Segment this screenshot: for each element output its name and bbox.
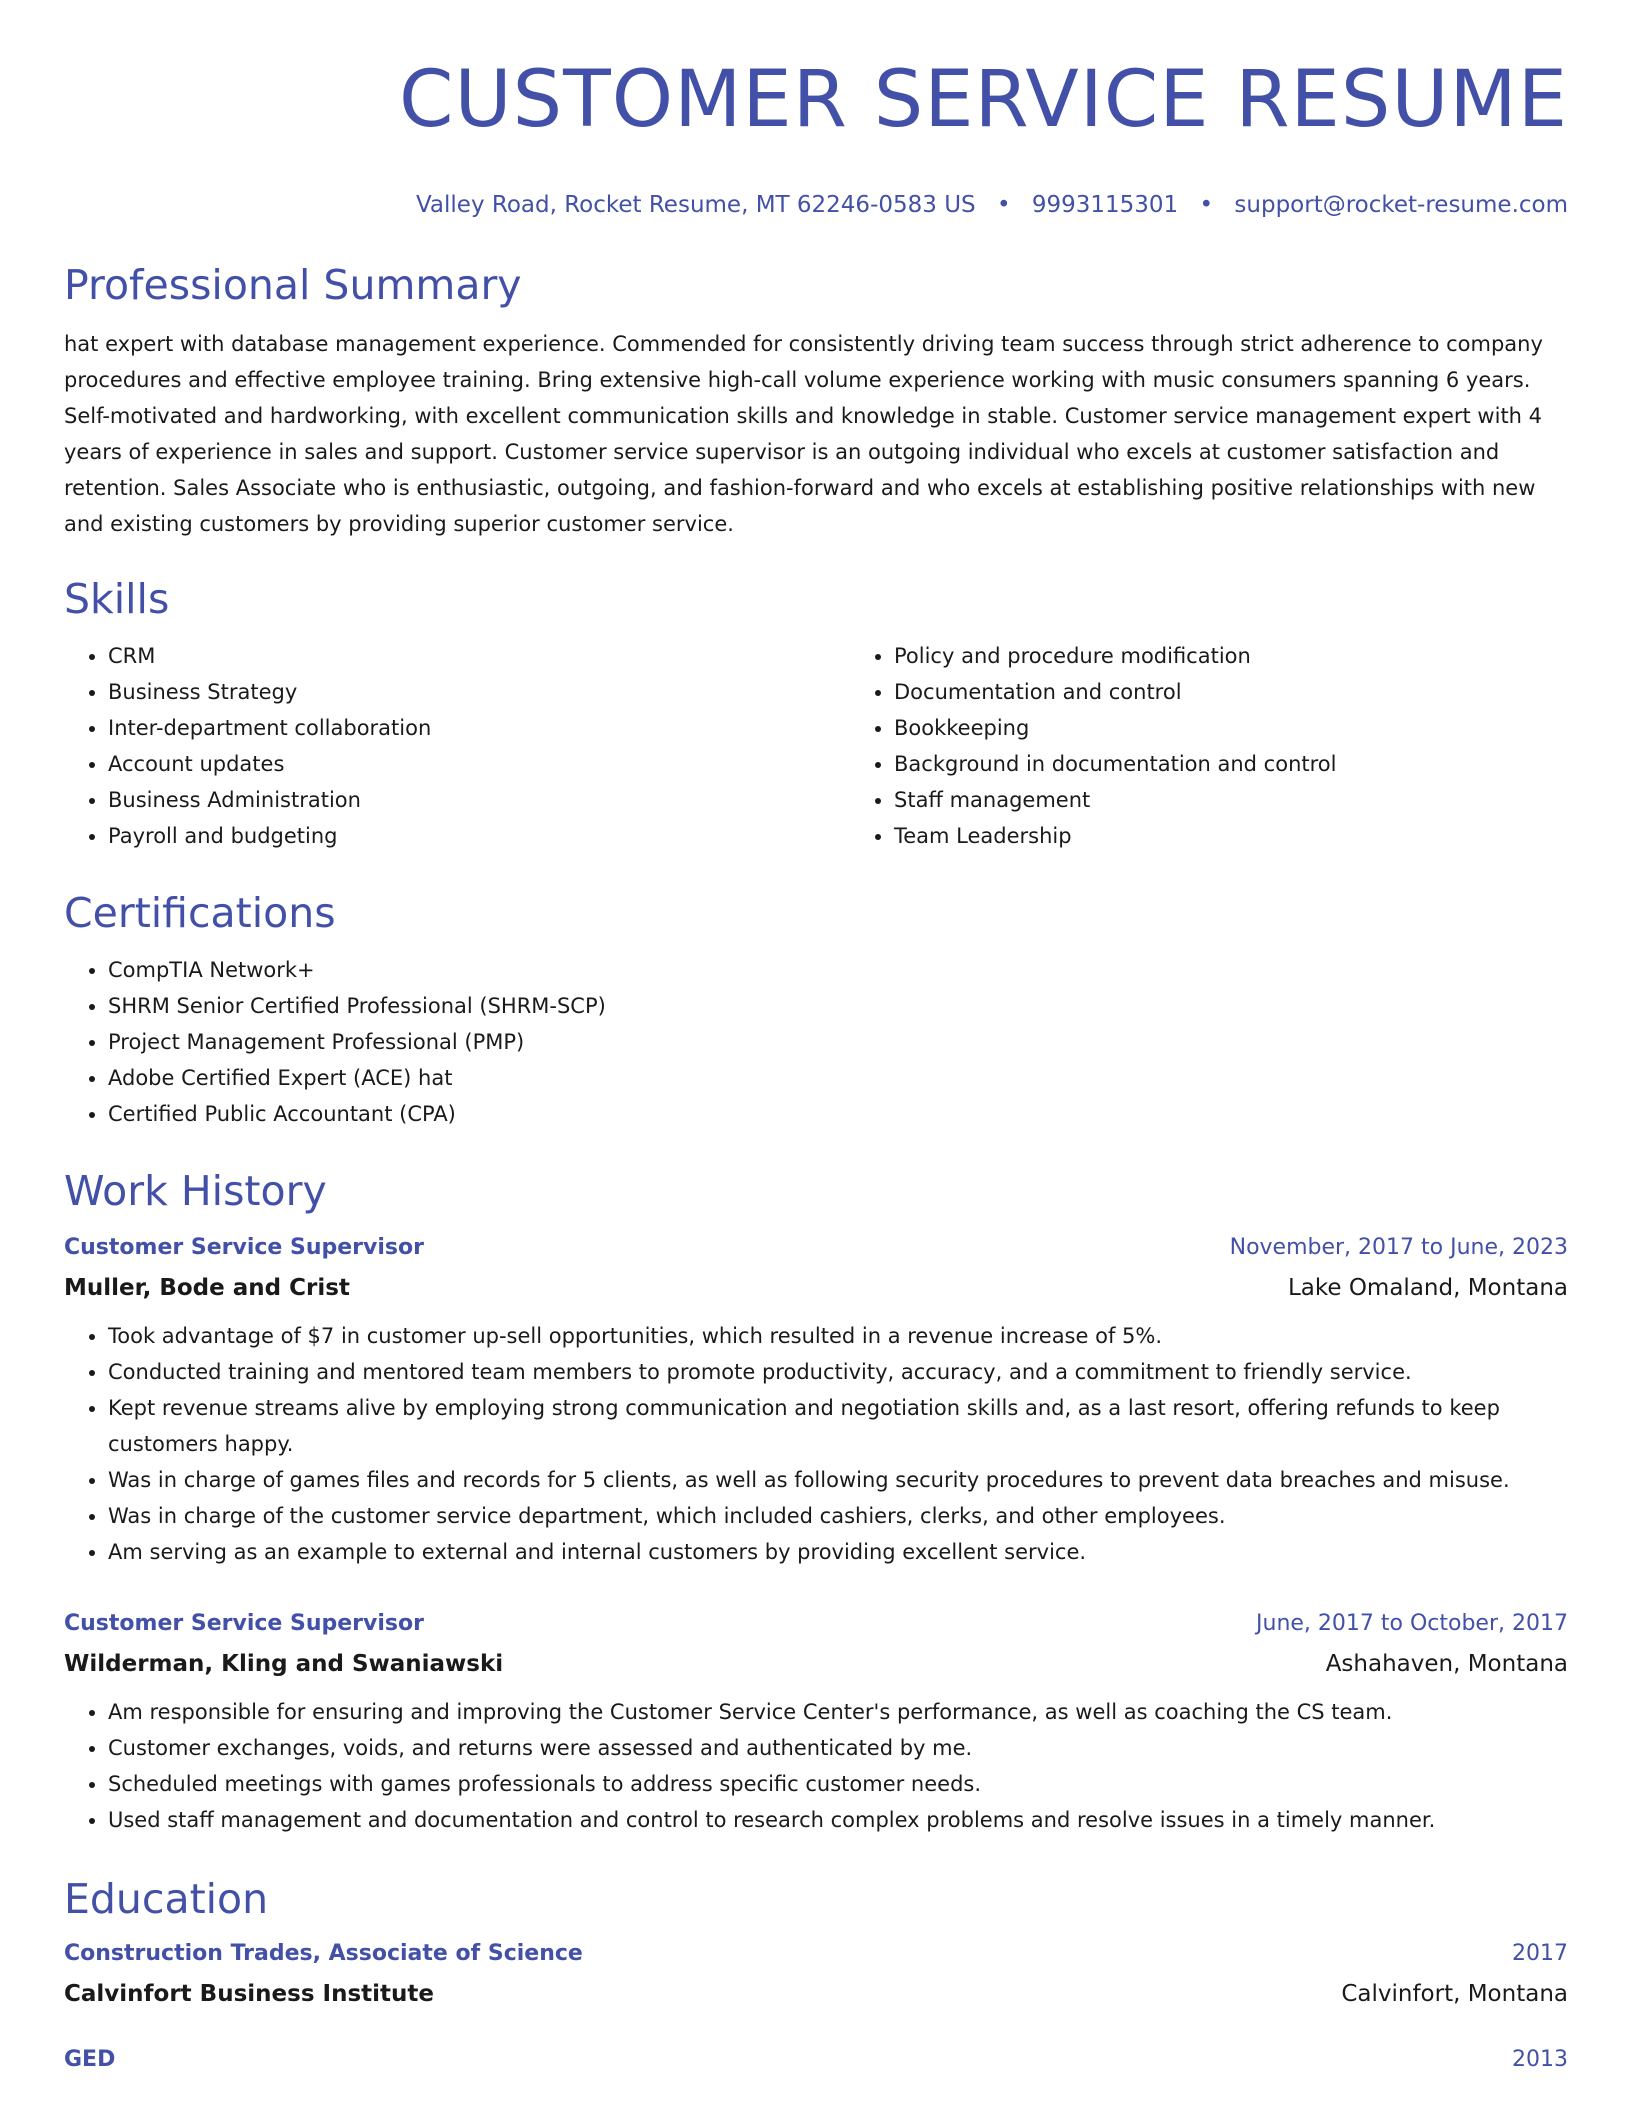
certifications-section <box>64 888 1568 1132</box>
resume-title: CUSTOMER SERVICE RESUME <box>399 55 1568 145</box>
summary-section <box>64 260 1568 542</box>
skills-section <box>64 574 1568 854</box>
job-bullets <box>64 1694 1568 1838</box>
skill-item: • Staff management <box>894 782 1632 818</box>
job-title-row <box>64 1228 1568 1268</box>
education-degree-row <box>64 2040 1568 2080</box>
job-dates: November, 2017 to June, 2023 <box>1229 1235 1568 1260</box>
contact-separator: • <box>996 192 1011 218</box>
job-entry <box>64 1228 1568 1570</box>
skill-item: • Documentation and control <box>894 674 1632 710</box>
job-title: Customer Service Supervisor <box>64 1235 424 1260</box>
job-location: Lake Omaland, Montana <box>1287 1275 1568 1301</box>
certifications-list <box>64 952 1568 1132</box>
job-company-row <box>64 1644 1568 1684</box>
certification-item: • SHRM Senior Certified Professional (SHRM-SCP) <box>108 988 1568 1024</box>
job-bullet: • Was in charge of the customer service department, which included cashiers, clerks, and other employees. <box>108 1498 1568 1534</box>
education-year: 2017 <box>1512 1941 1568 1966</box>
skills-heading: Skills <box>64 575 170 623</box>
skill-item: • Business Strategy <box>108 674 850 710</box>
summary-heading: Professional Summary <box>64 261 522 309</box>
skill-item: • Business Administration <box>108 782 850 818</box>
job-bullet: • Kept revenue streams alive by employing strong communication and negotiation skills and, as a last resort, offering refunds to keep customers happy. <box>108 1390 1568 1462</box>
education-heading: Education <box>64 1875 269 1923</box>
job-company: Muller, Bode and Crist <box>64 1275 350 1301</box>
certification-item: • Certified Public Accountant (CPA) <box>108 1096 1568 1132</box>
resume-header <box>64 52 1568 220</box>
education-entry <box>64 1934 1568 2014</box>
job-company: Wilderman, Kling and Swaniawski <box>64 1651 504 1677</box>
certifications-heading: Certifications <box>64 889 336 937</box>
education-location: Calvinfort, Montana <box>1341 1981 1568 2007</box>
education-degree: Construction Trades, Associate of Science <box>64 1941 583 1966</box>
job-bullet: • Customer exchanges, voids, and returns were assessed and authenticated by me. <box>108 1730 1568 1766</box>
job-bullet: • Am serving as an example to external and internal customers by providing excellent service. <box>108 1534 1568 1570</box>
skill-item: • Inter-department collaboration <box>108 710 850 746</box>
job-bullet: • Conducted training and mentored team members to promote productivity, accuracy, and a commitment to friendly service. <box>108 1354 1568 1390</box>
contact-separator: • <box>1199 192 1214 218</box>
skill-item: • Policy and procedure modification <box>894 638 1632 674</box>
job-bullet: • Used staff management and documentation and control to research complex problems and resolve issues in a timely manner. <box>108 1802 1568 1838</box>
skills-list-left <box>64 638 850 854</box>
skill-item: • Account updates <box>108 746 850 782</box>
job-bullets <box>64 1318 1568 1570</box>
job-bullet: • Am responsible for ensuring and improving the Customer Service Center's performance, as well as coaching the CS team. <box>108 1694 1568 1730</box>
education-year: 2013 <box>1512 2047 1568 2072</box>
skill-item: • Payroll and budgeting <box>108 818 850 854</box>
skills-list-right <box>850 638 1632 854</box>
skill-item: • Bookkeeping <box>894 710 1632 746</box>
work-history-section <box>64 1166 1568 1838</box>
skills-columns <box>64 638 1568 854</box>
job-title-row <box>64 1604 1568 1644</box>
education-school: Calvinfort Business Institute <box>64 1981 434 2007</box>
job-bullet: • Scheduled meetings with games professionals to address specific customer needs. <box>108 1766 1568 1802</box>
contact-line <box>64 190 1568 220</box>
contact-phone: 9993115301 <box>1031 192 1179 218</box>
job-dates: June, 2017 to October, 2017 <box>1256 1611 1568 1636</box>
skill-item: • CRM <box>108 638 850 674</box>
job-title: Customer Service Supervisor <box>64 1611 424 1636</box>
job-bullet: • Took advantage of $7 in customer up-sell opportunities, which resulted in a revenue increase of 5%. <box>108 1318 1568 1354</box>
contact-address: Valley Road, Rocket Resume, MT 62246-0583 US <box>415 192 976 218</box>
job-bullet: • Was in charge of games files and records for 5 clients, as well as following security procedures to prevent data breaches and misuse. <box>108 1462 1568 1498</box>
education-degree: GED <box>64 2047 116 2072</box>
job-location: Ashahaven, Montana <box>1325 1651 1568 1677</box>
contact-email: support@rocket-resume.com <box>1234 192 1568 218</box>
summary-text: hat expert with database management experience. Commended for consistently driving team success through strict adherence to company procedures and effective employee training. Bring extensive high-call volume experience working with music consumers spanning 6 years. Self-motivated and hardworking, with excellent communication skills and knowledge in stable. Customer service management expert with 4 years of experience in sales and support. Customer service supervisor is an outgoing individual who excels at customer satisfaction and retention. Sales Associate who is enthusiastic, outgoing, and fashion-forward and who excels at establishing positive relationships with new and existing customers by providing superior customer service. <box>64 332 1543 536</box>
skill-item: • Team Leadership <box>894 818 1632 854</box>
certification-item: • CompTIA Network+ <box>108 952 1568 988</box>
certification-item: • Project Management Professional (PMP) <box>108 1024 1568 1060</box>
education-section <box>64 1874 1568 2080</box>
education-school-row <box>64 1974 1568 2014</box>
job-company-row <box>64 1268 1568 1308</box>
education-degree-row <box>64 1934 1568 1974</box>
work-history-heading: Work History <box>64 1167 327 1215</box>
job-entry <box>64 1604 1568 1838</box>
skill-item: • Background in documentation and control <box>894 746 1632 782</box>
certification-item: • Adobe Certified Expert (ACE) hat <box>108 1060 1568 1096</box>
education-entry <box>64 2040 1568 2080</box>
